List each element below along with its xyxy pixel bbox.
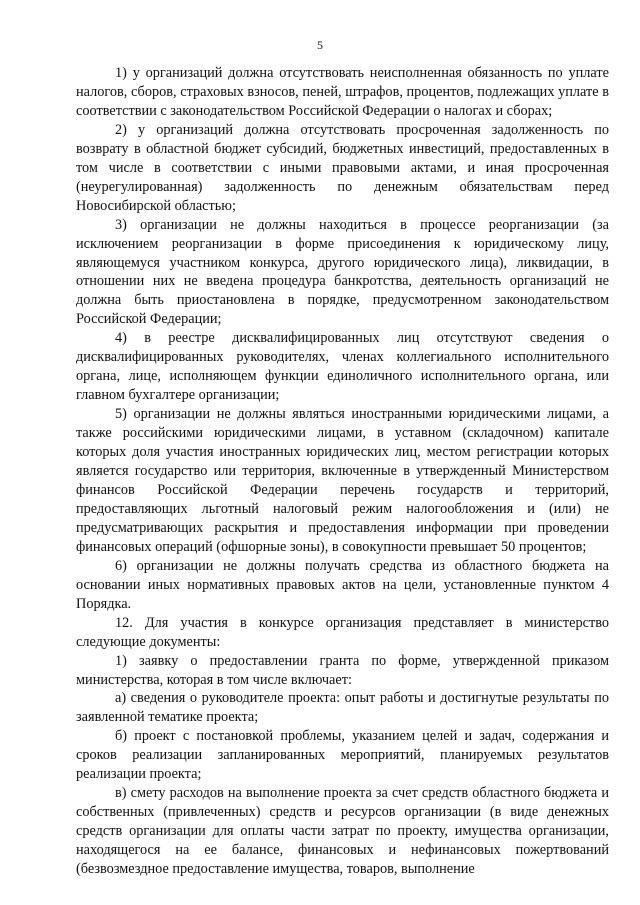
paragraph-item-1: 1) у организаций должна отсутствовать неисполненная обязанность по уплате налогов, сборов, страховых взносов, пеней, штрафов, процентов, подлежащих уплате в соответствии с законодательством Российской Федерации о налогах и сборах; <box>76 65 609 119</box>
paragraph-item-5: 5) организации не должны являться иностранными юридическими лицами, а также российскими юридическими лицами, в уставном (складочном) капитале которых доля участия иностранных юридических лиц, местом регистрации которых является государство или территория, включенные в утвержденный Министерством финансов Российской Федерации перечень государств и территорий, предоставляющих льготный налоговый режим налогообложения и (или) не предусматривающих раскрытия и предоставления информации при проведении финансовых операций (офшорные зоны), в совокупности превышает 50 процентов; <box>76 406 609 555</box>
paragraph-doc-item-1: 1) заявку о предоставлении гранта по форме, утвержденной приказом министерства, которая в том числе включает: <box>76 652 609 688</box>
page-number: 5 <box>317 38 323 52</box>
paragraph-item-3: 3) организации не должны находиться в процессе реорганизации (за исключением реорганизации в форме присоединения к юридическому лицу, являющемуся участником конкурса, другого юридического лица), ликвидации, в отношении них не введена процедура банкротства, деятельность организаций не должна быть приостановлена в порядке, предусмотренном законодательством Российской Федерации; <box>76 216 609 328</box>
paragraph-section-12: 12. Для участия в конкурсе организация представляет в министерство следующие документы: <box>76 614 609 650</box>
paragraph-item-6: 6) организации не должны получать средства из областного бюджета на основании иных нормативных правовых актов на цели, установленные пунктом 4 Порядка. <box>76 557 609 612</box>
paragraph-item-2: 2) у организаций должна отсутствовать просроченная задолженность по возврату в областной бюджет субсидий, бюджетных инвестиций, предоставленных в том числе в соответствии с иными правовыми актами, и иная просроченная (неурегулированная) задолженность по денежным обязательствам перед Новосибирской областью; <box>76 121 609 214</box>
paragraph-subitem-a: а) сведения о руководителе проекта: опыт работы и достигнутые результаты по заявленной тематике проекта; <box>76 690 609 726</box>
document-body <box>76 64 609 879</box>
paragraph-subitem-b: б) проект с постановкой проблемы, указанием целей и задач, содержания и сроков реализации запланированных мероприятий, планируемых результатов реализации проекта; <box>76 728 609 783</box>
paragraph-subitem-v: в) смету расходов на выполнение проекта за счет средств областного бюджета и собственных (привлеченных) средств и ресурсов организации (в виде денежных средств организации для оплаты части затрат по проекту, имущества организации, находящегося на ее балансе, финансовых и нефинансовых пожертвований (безвозмездное предоставление имущества, товаров, выполнение <box>76 785 609 878</box>
paragraph-item-4: 4) в реестре дисквалифицированных лиц отсутствуют сведения о дисквалифицированных руководителях, членах коллегиального исполнительного органа, лице, исполняющем функции единоличного исполнительного органа, или главном бухгалтере организации; <box>76 330 609 404</box>
